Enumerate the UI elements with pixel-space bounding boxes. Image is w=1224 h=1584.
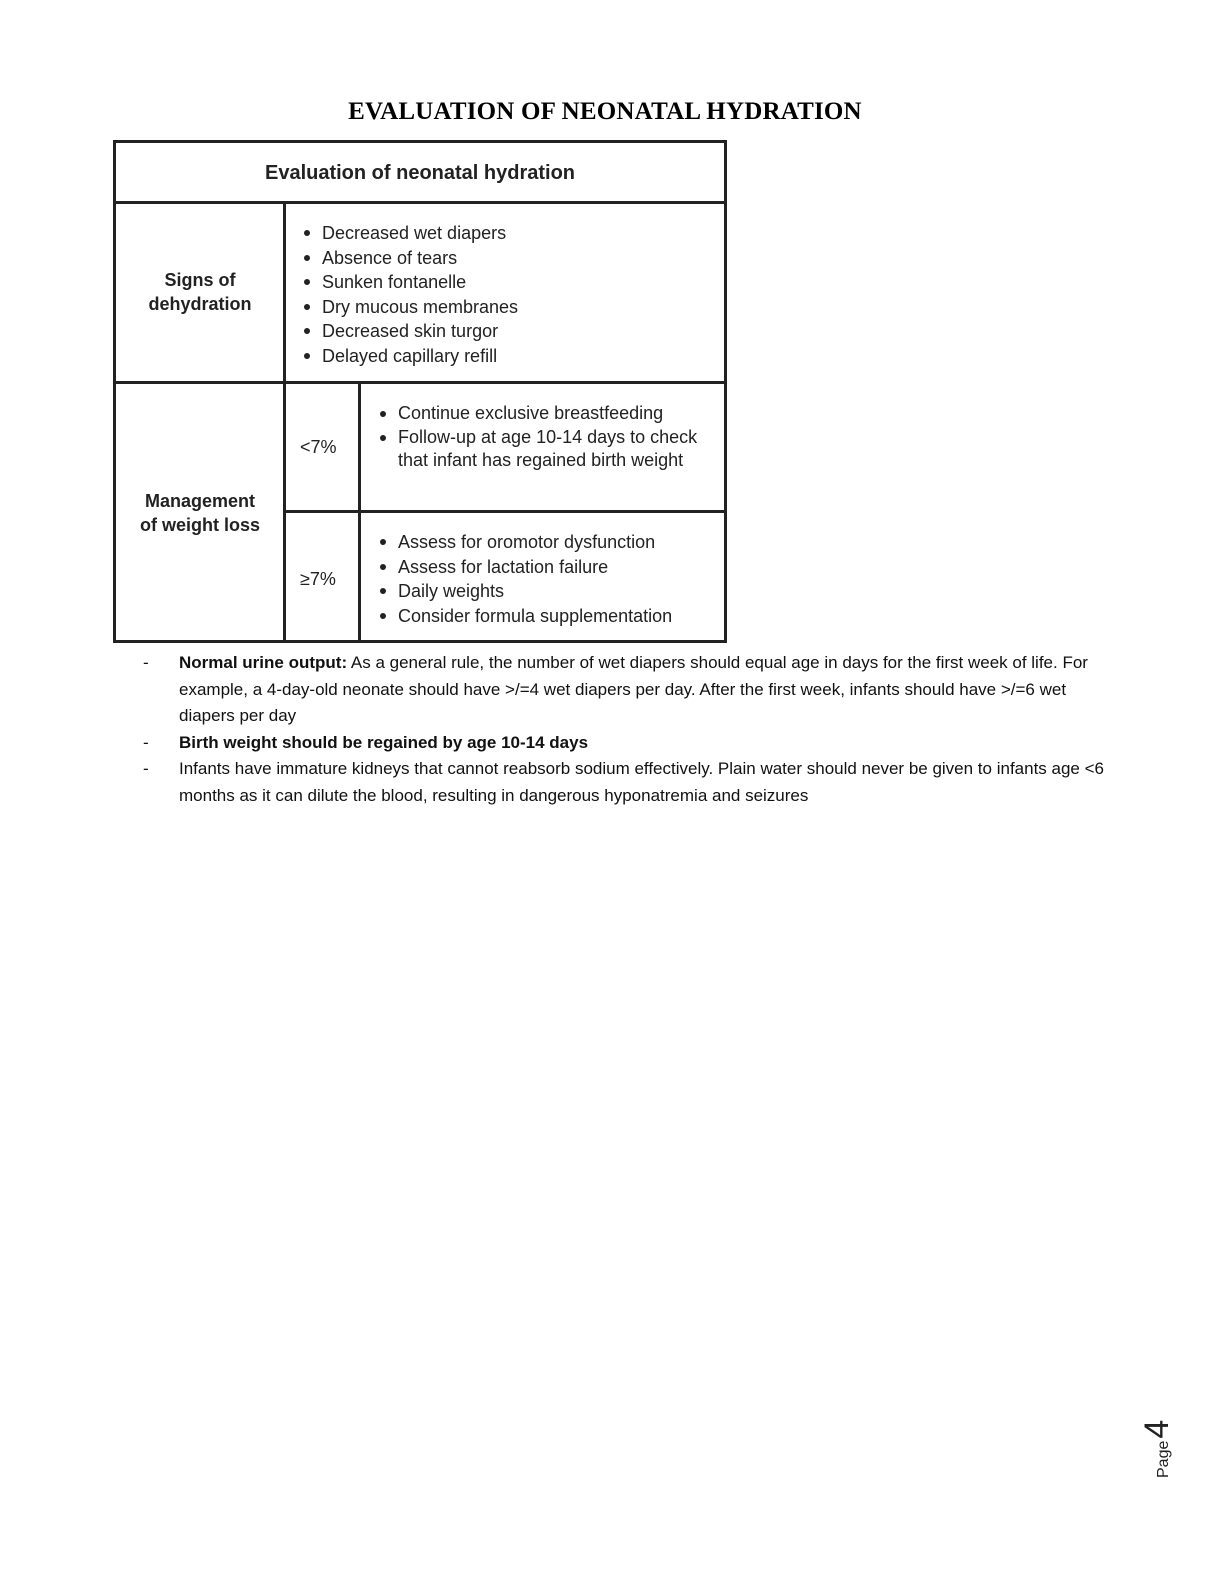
list-item-text: Decreased wet diapers [322, 223, 507, 243]
table-divider [358, 381, 361, 640]
management-label-line: of weight loss [139, 515, 260, 535]
bullet-icon [304, 304, 310, 310]
list-item [376, 530, 716, 555]
dash-marker: - [143, 653, 149, 672]
list-item-text: Consider formula supplementation [398, 605, 673, 626]
management-list-under-7 [376, 402, 716, 472]
signs-label-line: dehydration [148, 294, 252, 314]
management-list-7-or-more [376, 530, 716, 628]
bullet-icon [380, 539, 386, 545]
notes-list [143, 650, 1123, 810]
bullet-icon [380, 435, 386, 441]
bullet-icon [304, 255, 310, 261]
signs-label [116, 268, 284, 316]
list-item [300, 319, 710, 344]
management-label-line: Management [144, 491, 256, 511]
page-title: EVALUATION OF NEONATAL HYDRATION [348, 98, 862, 125]
list-item-text: Delayed capillary refill [322, 345, 498, 366]
bullet-icon [304, 230, 310, 236]
note-item [143, 756, 1123, 809]
threshold-7-or-more: ≥7% [300, 569, 336, 589]
page-digit: 4 [1138, 1419, 1176, 1439]
list-item-text: Continue exclusive breastfeeding [398, 403, 664, 423]
dash-marker: - [143, 759, 149, 779]
list-item [300, 270, 710, 295]
bullet-icon [304, 353, 310, 359]
list-item-text: Daily weights [398, 581, 505, 602]
bullet-icon [304, 279, 310, 285]
signs-list [300, 221, 710, 369]
table-divider [283, 201, 286, 640]
threshold-under-7: <7% [300, 437, 337, 457]
signs-label-line: Signs of [164, 270, 236, 290]
list-item [300, 344, 710, 369]
list-item [376, 426, 716, 472]
bullet-icon [380, 564, 386, 570]
list-item [376, 604, 716, 629]
table-title: Evaluation of neonatal hydration [264, 162, 576, 184]
list-item-text: Decreased skin turgor [322, 321, 499, 342]
note-item [143, 650, 1123, 730]
list-item [376, 402, 716, 425]
list-item [376, 579, 716, 604]
bullet-icon [380, 411, 386, 417]
bullet-icon [304, 328, 310, 334]
list-item-text: Absence of tears [322, 247, 458, 268]
bullet-icon [380, 613, 386, 619]
note-item [143, 730, 1123, 757]
note-bold: Normal urine output: [179, 653, 348, 672]
list-item [300, 246, 710, 271]
list-item-text: Dry mucous membranes [322, 296, 519, 317]
table-divider [116, 381, 724, 384]
hydration-table [113, 140, 727, 643]
list-item-text: Sunken fontanelle [322, 272, 467, 293]
list-item-text: Assess for oromotor dysfunction [398, 532, 656, 552]
list-item [300, 221, 710, 246]
page-word: Page [1155, 1440, 1172, 1478]
list-item-text: Follow-up at age 10-14 days to check that infant has regained birth weight [398, 427, 698, 470]
table-divider [285, 510, 724, 513]
page-number [1138, 1408, 1198, 1478]
note-text: Infants have immature kidneys that cannot reabsorb sodium effectively. Plain water should never be given to infants age <6 months as it can dilute the blood, resulting in dangerous hyponatremia and seizures [179, 759, 1104, 805]
dash-marker: - [143, 732, 149, 752]
page-number-rotated [1138, 1420, 1177, 1478]
note-text: As a general rule, the number of wet diapers should equal age in days for the first week of life. For example, a 4-day-old neonate should have >/=4 wet diapers per day. After the first week, infants should have >/=6 wet diapers per day [179, 653, 1088, 726]
note-bold: Birth weight should be regained by age 10-14 days [179, 732, 589, 752]
list-item [300, 295, 710, 320]
bullet-icon [380, 588, 386, 594]
list-item [376, 555, 716, 580]
management-label [116, 489, 284, 537]
list-item-text: Assess for lactation failure [398, 556, 609, 577]
